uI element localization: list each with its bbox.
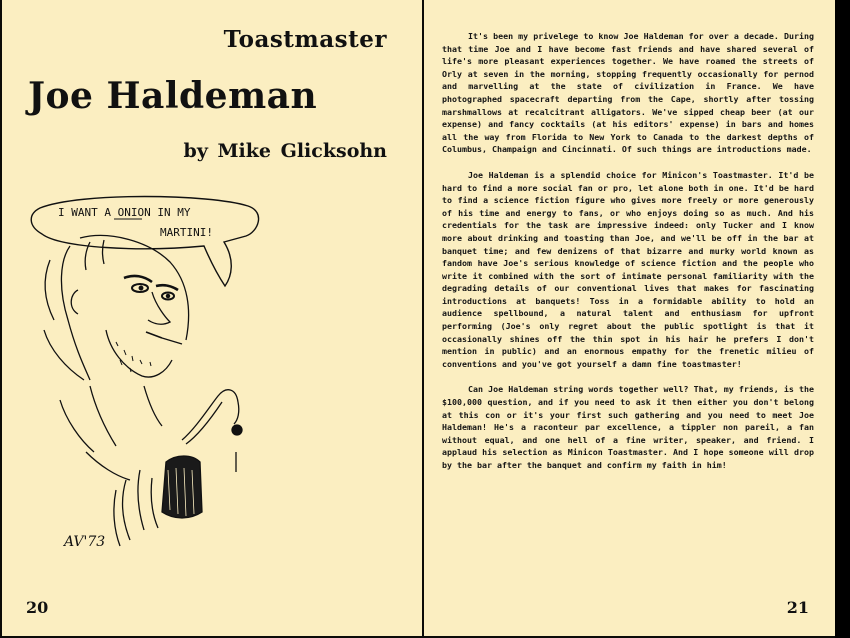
artist-signature: AV'73 [64, 534, 106, 550]
caption-line-1: I WANT A ONION IN MY [58, 206, 191, 219]
page-number-left: 20 [26, 598, 49, 617]
cartoon-illustration [20, 190, 320, 580]
article-body [442, 30, 814, 472]
page-number-right: 21 [786, 598, 809, 617]
article-title: Joe Haldeman [28, 75, 318, 117]
man-face [44, 235, 189, 480]
section-label: Toastmaster [223, 26, 387, 53]
hooked-tassel [114, 390, 242, 546]
right-page [424, 0, 835, 636]
byline: by Mike Glicksohn [183, 140, 387, 162]
caption-line-2: MARTINI! [160, 226, 213, 239]
paragraph: It's been my privelege to know Joe Haldeman for over a decade. During that time Joe and I have become fast friends and have shared several of life's more pleasant experiences together. We have roamed the streets of Orly at seven in the morning, stopping frequently occasionally for pernod and marvelling at the state of civilization in France. We have photographed spacecraft departing from the Cape, shortly after tossing marshmallows at recalcitrant alligators. We've sipped cheap beer (at our expense) and fancy cocktails (at his editors' expense) in bars and homes all the way from Florida to New York to Canada to the darkest depths of Columbus, Champaign and Cincinnati. Of such things are introductions made. [442, 31, 814, 155]
scan-edge [835, 0, 850, 638]
paragraph: Can Joe Haldeman string words together well? That, my friends, is the $100,000 question, and if you need to ask it then either you don't belong at this con or it's your first such gathering and you need to meet Joe Haldeman! He's a raconteur par excellence, a tippler non pareil, a fan without equal, and one hell of a fine writer, speaker, and friend. I applaud his selection as Minicon Toastmaster. And I hope someone will drop by the bar after the banquet and confirm my faith in him! [442, 384, 814, 470]
paragraph: Joe Haldeman is a splendid choice for Minicon's Toastmaster. It'd be hard to find a more social fan or pro, let alone both in one. It'd be hard to find a science fiction figure who gives more freely or more generously of his time and energy to fans, or who enjoys doing so as much. And his credentials for the task are impressive indeed: only Tucker and I know more about drinking and toasting than Joe, and we'll be off in the bar at banquet time; and few denizens of that bizarre and murky world known as fandom have Joe's serious knowledge of science fiction and the people who write it combined with the sort of intimate personal familiarity with the degrading details of our conventional lives that makes for fascinating introductions at banquets! Toss in a formidable ability to hold an audience spellbound, a natural talent and enthusiasm for upfront performing (Joe's only regret about the public spotlight is that it occasionally shines off the thin spot in his hair he prefers I don't mention in public) and an enormous empathy for the frenetic milieu of conventions and you've got yourself a damn fine toastmaster! [442, 169, 814, 369]
left-page [2, 0, 422, 636]
